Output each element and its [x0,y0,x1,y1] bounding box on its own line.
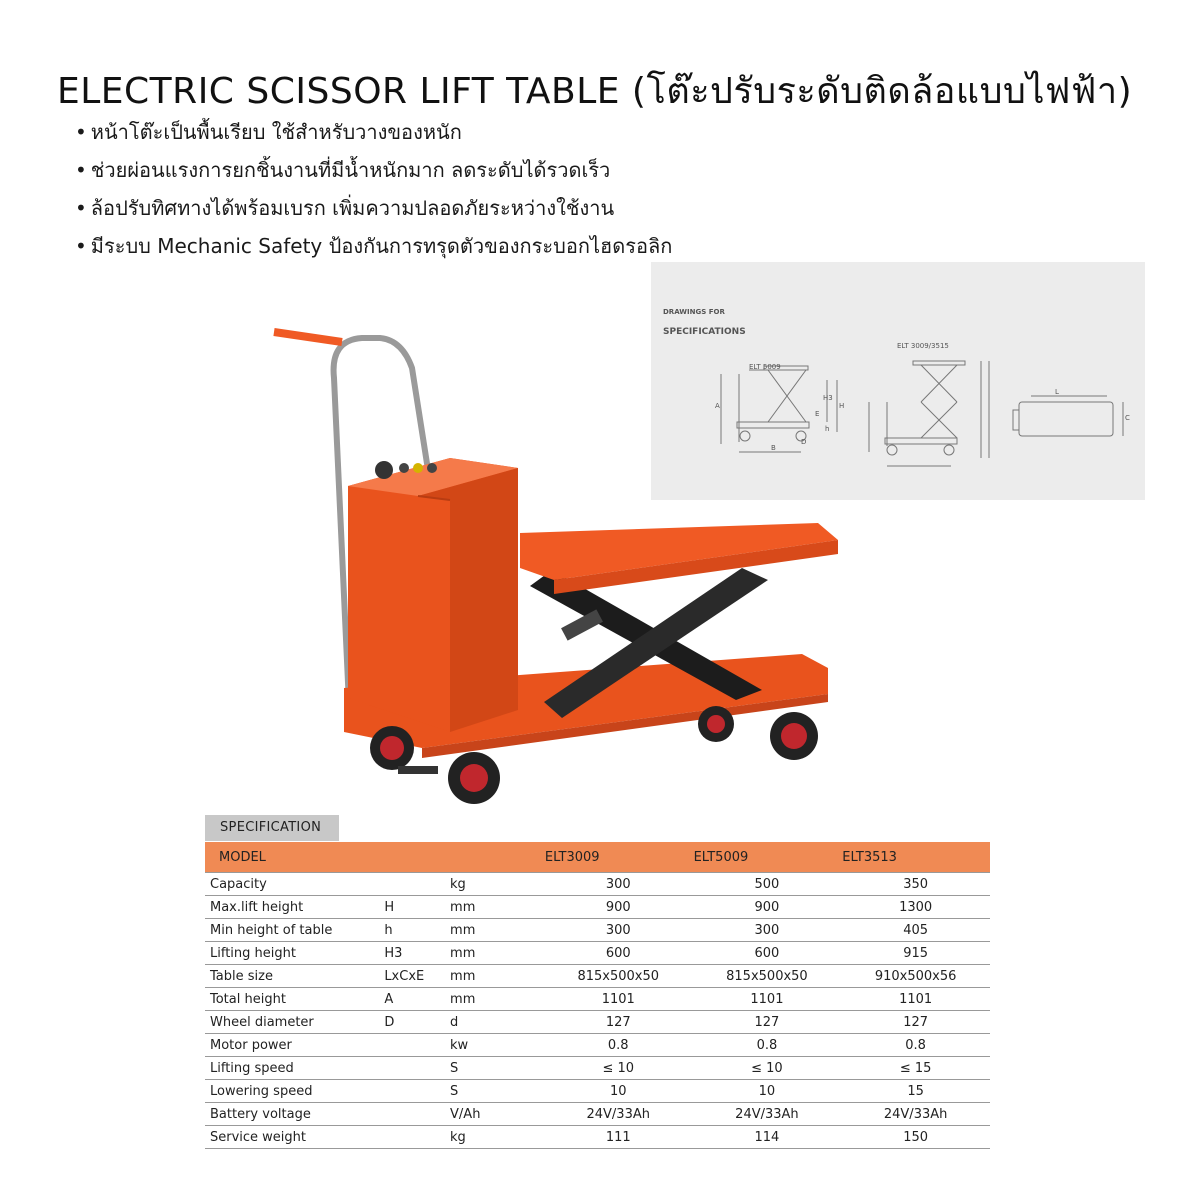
table-row [205,1080,990,1103]
header-cell [450,842,544,873]
spec-unit: mm [450,942,544,965]
spec-value: 910x500x56 [841,965,990,988]
spec-unit: S [450,1057,544,1080]
spec-value: 15 [841,1080,990,1103]
spec-value: 0.8 [693,1034,842,1057]
header-cell: ELT3009 [544,842,693,873]
spec-symbol [384,873,450,896]
spec-unit: S [450,1080,544,1103]
spec-value: 300 [544,919,693,942]
spec-label: Min height of table [205,919,384,942]
dimension-label: H3 [823,394,833,402]
table-row [205,1011,990,1034]
spec-value: 1300 [841,896,990,919]
spec-value: 1101 [693,988,842,1011]
table-row [205,896,990,919]
spec-label: Wheel diameter [205,1011,384,1034]
spec-unit: mm [450,919,544,942]
table-row [205,1034,990,1057]
spec-value: 600 [544,942,693,965]
spec-value: 127 [693,1011,842,1034]
table-row [205,1103,990,1126]
spec-unit: mm [450,965,544,988]
spec-symbol: H3 [384,942,450,965]
table-row [205,919,990,942]
spec-unit: kg [450,873,544,896]
dimension-label: B [771,444,776,452]
feature-list [75,118,672,270]
spec-value: 350 [841,873,990,896]
feature-item: • ล้อปรับทิศทางได้พร้อมเบรก เพิ่มความปลอดภัยระหว่างใช้งาน [75,194,672,232]
spec-value: 24V/33Ah [693,1103,842,1126]
handle-grip [274,332,342,342]
spec-value: 127 [841,1011,990,1034]
dimension-label: L [1055,388,1059,396]
table-row [205,965,990,988]
spec-label: Lifting height [205,942,384,965]
spec-value: 1101 [841,988,990,1011]
spec-label: Motor power [205,1034,384,1057]
spec-label: Max.lift height [205,896,384,919]
spec-value: ≤ 10 [544,1057,693,1080]
spec-symbol [384,1126,450,1149]
spec-unit: mm [450,988,544,1011]
spec-value: 300 [544,873,693,896]
specification-tab: SPECIFICATION [205,815,339,841]
header-cell: ELT5009 [693,842,842,873]
dimension-label: H [839,402,845,410]
header-cell: ELT3513 [841,842,990,873]
spec-value: 0.8 [841,1034,990,1057]
table-row [205,942,990,965]
spec-value: 300 [693,919,842,942]
spec-value: 24V/33Ah [841,1103,990,1126]
gauge-icon [375,461,393,479]
spec-label: Lifting speed [205,1057,384,1080]
spec-symbol [384,1034,450,1057]
spec-unit: d [450,1011,544,1034]
table-row [205,1126,990,1149]
spec-value: 900 [544,896,693,919]
spec-symbol: LxCxE [384,965,450,988]
spec-label: Battery voltage [205,1103,384,1126]
spec-value: 10 [544,1080,693,1103]
feature-item: • มีระบบ Mechanic Safety ป้องกันการทรุดตัวของกระบอกไฮดรอลิก [75,232,672,270]
spec-symbol: h [384,919,450,942]
spec-symbol [384,1103,450,1126]
spec-value: 114 [693,1126,842,1149]
spec-value: 900 [693,896,842,919]
table-row [205,873,990,896]
spec-label: Total height [205,988,384,1011]
spec-value: 10 [693,1080,842,1103]
feature-item: • ช่วยผ่อนแรงการยกชิ้นงานที่มีน้ำหนักมาก ลดระดับได้รวดเร็ว [75,156,672,194]
spec-unit: V/Ah [450,1103,544,1126]
spec-value: ≤ 10 [693,1057,842,1080]
dimension-label: h [825,425,830,433]
page-title: ELECTRIC SCISSOR LIFT TABLE (โต๊ะปรับระดับติดล้อแบบไฟฟ้า) [57,71,1133,112]
spec-label: Service weight [205,1126,384,1149]
wheel-icon [448,752,500,804]
spec-unit: kw [450,1034,544,1057]
dimension-label: C [1125,414,1130,422]
spec-label: Lowering speed [205,1080,384,1103]
header-cell: MODEL [205,842,384,873]
dimension-label: E [815,410,820,418]
spec-value: 0.8 [544,1034,693,1057]
drawing-heading: SPECIFICATIONS [663,327,746,337]
spec-value: 815x500x50 [544,965,693,988]
dimension-label: D [801,438,807,446]
table-row [205,988,990,1011]
spec-symbol: H [384,896,450,919]
spec-unit: mm [450,896,544,919]
spec-value: 815x500x50 [693,965,842,988]
wheel-icon [770,712,818,760]
feature-item: • หน้าโต๊ะเป็นพื้นเรียบ ใช้สำหรับวางของหนัก [75,118,672,156]
spec-value: 600 [693,942,842,965]
spec-value: 500 [693,873,842,896]
table-header-row [205,842,990,873]
wheel-icon [698,706,734,742]
spec-value: 127 [544,1011,693,1034]
spec-value: 111 [544,1126,693,1149]
spec-value: 915 [841,942,990,965]
spec-value: ≤ 15 [841,1057,990,1080]
model-label: ELT 5009 [749,363,781,371]
spec-value: 405 [841,919,990,942]
wheel-icon [370,726,414,770]
spec-symbol [384,1080,450,1103]
brake-pedal [398,766,438,774]
spec-value: 150 [841,1126,990,1149]
scissor-lift-illustration [262,318,845,818]
header-cell [384,842,450,873]
spec-symbol: D [384,1011,450,1034]
spec-label: Table size [205,965,384,988]
spec-unit: kg [450,1126,544,1149]
table-row [205,1057,990,1080]
spec-symbol [384,1057,450,1080]
dimension-label: A [715,402,720,410]
spec-symbol: A [384,988,450,1011]
model-label: ELT 3009/3515 [897,342,949,350]
spec-value: 1101 [544,988,693,1011]
spec-label: Capacity [205,873,384,896]
specification-table [205,842,990,1149]
drawing-heading-small: DRAWINGS FOR [663,308,725,316]
spec-value: 24V/33Ah [544,1103,693,1126]
